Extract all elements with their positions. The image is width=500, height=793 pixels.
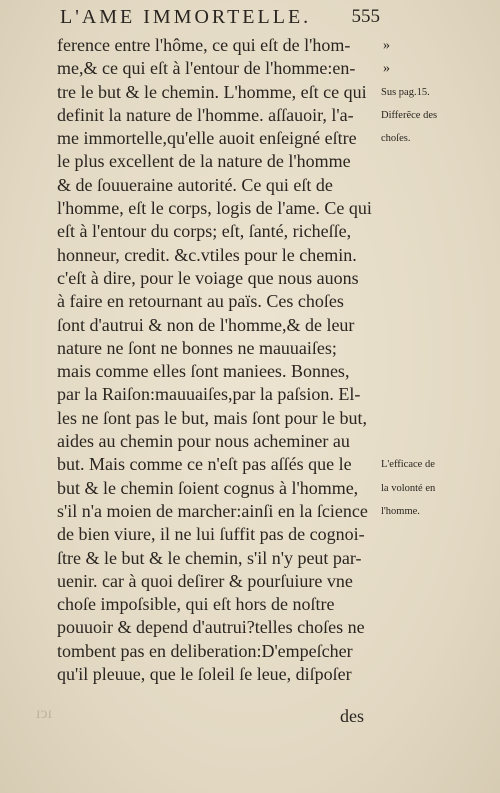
text-line: l'homme, eſt le corps, logis de l'ame. Ce qui: [57, 198, 372, 219]
text-line: but & le chemin ſoient cognus à l'homme,: [57, 477, 359, 498]
text-line: me,& ce qui eſt à l'entour de l'homme:en-: [57, 58, 356, 79]
text-line: par la Raiſon:mauuaiſes,par la paſsion. El-: [57, 384, 361, 405]
text-line: tre le but & le chemin. L'homme, eſt ce qui: [57, 81, 367, 102]
margin-note: »: [383, 61, 390, 77]
text-line: ſtre & le but & le chemin, s'il n'y peut par-: [57, 547, 362, 568]
text-line: eſt à l'entour du corps; eſt, ſanté, richeſſe,: [57, 221, 352, 242]
running-header: [60, 6, 380, 32]
page-number: 555: [351, 6, 380, 27]
text-line: s'il n'a moien de marcher:ainſi en la ſcience: [57, 500, 368, 521]
text-line: but. Mais comme ce n'eſt pas aſſés que le: [57, 454, 352, 475]
text-line: de bien viure, il ne lui ſuffit pas de cognoi-: [57, 524, 365, 545]
text-line: uenir. car à quoi deſirer & pourſuiure vne: [57, 570, 353, 591]
text-line: c'eſt à dire, pour le voiage que nous auons: [57, 267, 359, 288]
text-line: qu'il pleuue, que le ſoleil ſe leue, diſpoſer: [57, 664, 352, 685]
catchword: des: [340, 706, 364, 726]
margin-note: »: [383, 38, 390, 53]
text-line: me immortelle,qu'elle auoit enſeigné eſtre: [57, 128, 357, 149]
running-title: L'AME IMMORTELLE.: [60, 6, 312, 28]
text-line: & de ſouueraine autorité. Ce qui eſt de: [57, 174, 333, 195]
margin-note: choſes.: [381, 133, 411, 145]
text-line: les ne ſont pas le but, mais ſont pour le but,: [57, 407, 367, 428]
text-line: aides au chemin pour nous acheminer au: [57, 431, 350, 452]
text-line: à faire en retournant au païs. Ces choſes: [57, 291, 344, 312]
text-line: tombent pas en deliberation:D'empeſcher: [57, 640, 353, 661]
text-line: ference entre l'hôme, ce qui eſt de l'hom-: [57, 35, 351, 55]
text-line: pouuoir & depend d'autrui?telles choſes ne: [57, 617, 365, 638]
text-line: choſe impoſsible, qui eſt hors de noſtre: [57, 594, 335, 615]
text-line: ſont d'autrui & non de l'homme,& de leur: [57, 314, 355, 335]
text-line: definit la nature de l'homme. aſſauoir, l'a-: [57, 104, 354, 125]
text-line: mais comme elles ſont maniees. Bonnes,: [57, 361, 350, 382]
main-text-block: [57, 34, 377, 686]
text-line: le plus excellent de la nature de l'homme: [57, 151, 351, 172]
margin-note: Differẽce des: [381, 109, 438, 121]
margin-note: L'efficace de: [381, 459, 435, 471]
bleed-through-text: ıcı: [36, 705, 52, 722]
margin-note: l'homme.: [381, 506, 420, 517]
text-line: nature ne ſont ne bonnes ne mauuaiſes;: [57, 337, 337, 358]
margin-note: Sus pag.15.: [381, 86, 430, 98]
text-line: honneur, credit. &c.vtiles pour le chemin.: [57, 244, 357, 265]
margin-note: la volonté en: [381, 482, 436, 494]
